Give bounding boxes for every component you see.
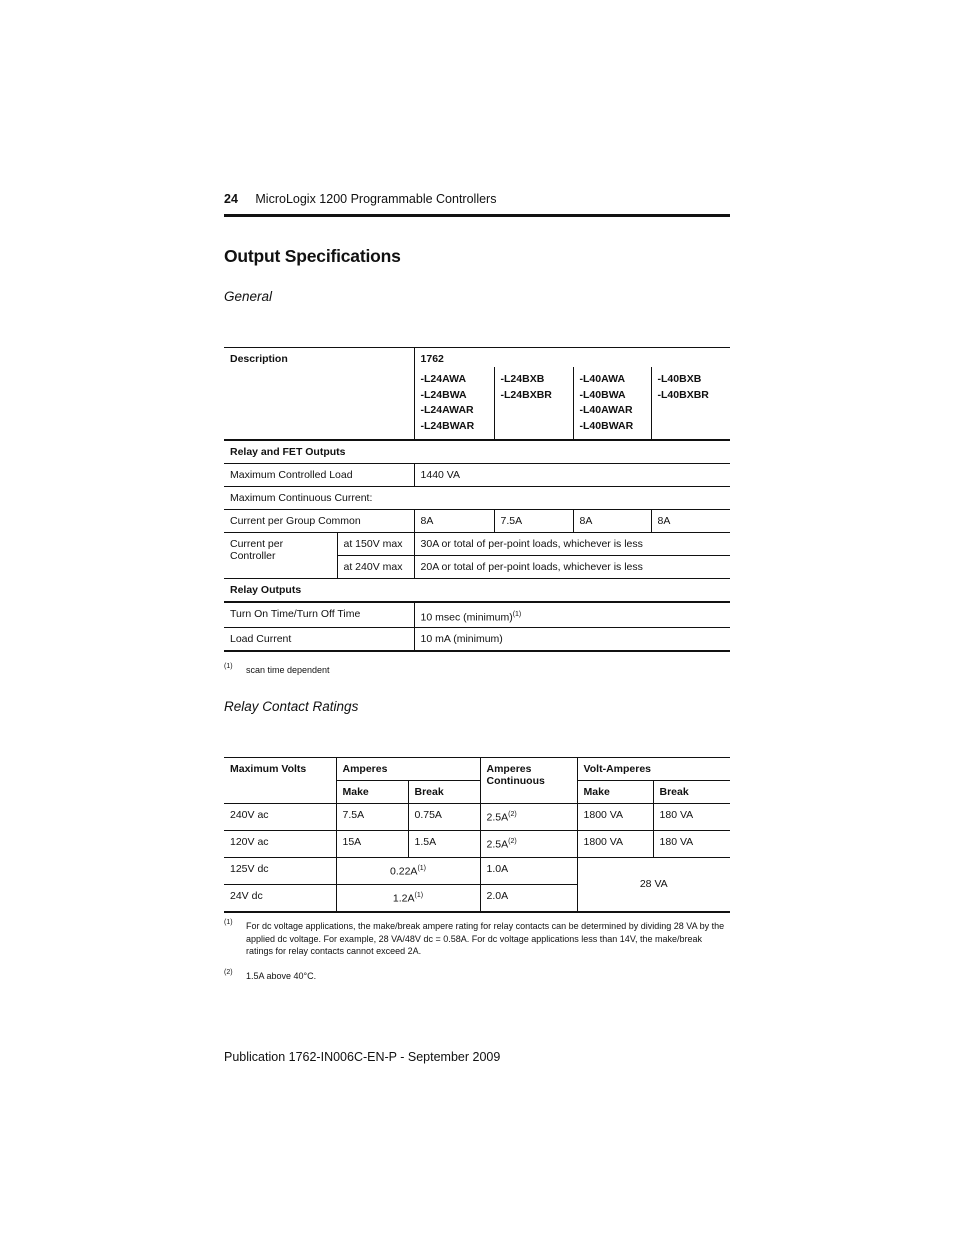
table-row: 24V dc $1.2A^{(1)}$ 2.0A <box>224 885 730 912</box>
volt-amperes-header: Volt-Amperes <box>577 758 730 781</box>
va-break-header: Break <box>653 781 730 804</box>
model-group-2: -L24BXB -L24BXBR <box>494 367 573 440</box>
at-150v-label: at 150V max <box>337 533 414 556</box>
publication-footer: Publication 1762-IN006C-EN-P - September 2009 <box>224 1050 501 1064</box>
model-group-4: -L40BXB -L40BXBR <box>651 367 730 440</box>
table-row: 120V ac 15A 1.5A $2.5A^{(2)}$ 1800 VA 180 VA <box>224 831 730 858</box>
amperes-continuous-header: Amperes Continuous <box>480 758 577 804</box>
max-continuous-current-label: Maximum Continuous Current: <box>224 487 730 510</box>
relay-footnote-2: (2) 1.5A above 40°C. <box>224 969 317 981</box>
dc-volt-amperes: 28 VA <box>577 858 730 912</box>
current-per-group-value: 7.5A <box>494 510 573 533</box>
current-per-group-value: 8A <box>651 510 730 533</box>
relay-outputs-heading: Relay Outputs <box>224 579 730 603</box>
section-title: Output Specifications <box>224 246 401 266</box>
model-group-3: -L40AWA -L40BWA -L40AWAR -L40BWAR <box>573 367 651 440</box>
at-240v-value: 20A or total of per-point loads, whichever is less <box>414 556 730 579</box>
max-volts-header: Maximum Volts <box>224 758 336 804</box>
running-header <box>224 192 730 206</box>
current-per-controller-label: Current per Controller <box>224 533 337 579</box>
at-240v-label: at 240V max <box>337 556 414 579</box>
relay-subheading: Relay Contact Ratings <box>224 699 359 714</box>
catalog-header: 1762 <box>414 348 730 368</box>
description-header: Description <box>224 348 414 441</box>
load-current-value: 10 mA (minimum) <box>414 628 730 652</box>
amp-make-header: Make <box>336 781 408 804</box>
general-spec-table <box>224 347 730 652</box>
general-footnote: (1) scan time dependent <box>224 663 330 675</box>
at-150v-value: 30A or total of per-point loads, whichever is less <box>414 533 730 556</box>
running-title: MicroLogix 1200 Programmable Controllers <box>255 192 497 206</box>
current-per-group-value: 8A <box>573 510 651 533</box>
turn-on-off-value: 10 msec (minimum)$^{(1)}$ <box>414 602 730 628</box>
current-per-group-label: Current per Group Common <box>224 510 414 533</box>
relay-fet-heading: Relay and FET Outputs <box>224 440 730 464</box>
table-row: 125V dc $0.22A^{(1)}$ 1.0A 28 VA <box>224 858 730 885</box>
model-group-1: -L24AWA -L24BWA -L24AWAR -L24BWAR <box>414 367 494 440</box>
turn-on-off-label: Turn On Time/Turn Off Time <box>224 602 414 628</box>
header-rule <box>224 214 730 217</box>
current-per-group-value: 8A <box>414 510 494 533</box>
table-row: 240V ac 7.5A 0.75A $2.5A^{(2)}$ 1800 VA 180 VA <box>224 804 730 831</box>
va-make-header: Make <box>577 781 653 804</box>
max-controlled-load-label: Maximum Controlled Load <box>224 464 414 487</box>
general-subheading: General <box>224 289 273 304</box>
relay-footnote-1: (1) For dc voltage applications, the make/break ampere rating for relay contacts can be determined by dividing 28 VA by the applied dc voltage. For example, 28 VA/48V dc = 0.58A. For dc voltage applications less than 14V, the make/break ratings for relay contacts cannot exceed 2A. <box>224 919 725 956</box>
relay-contact-table <box>224 757 730 913</box>
load-current-label: Load Current <box>224 628 414 652</box>
max-controlled-load-value: 1440 VA <box>414 464 730 487</box>
amp-break-header: Break <box>408 781 480 804</box>
page-number: 24 <box>224 192 238 206</box>
amperes-header: Amperes <box>336 758 480 781</box>
